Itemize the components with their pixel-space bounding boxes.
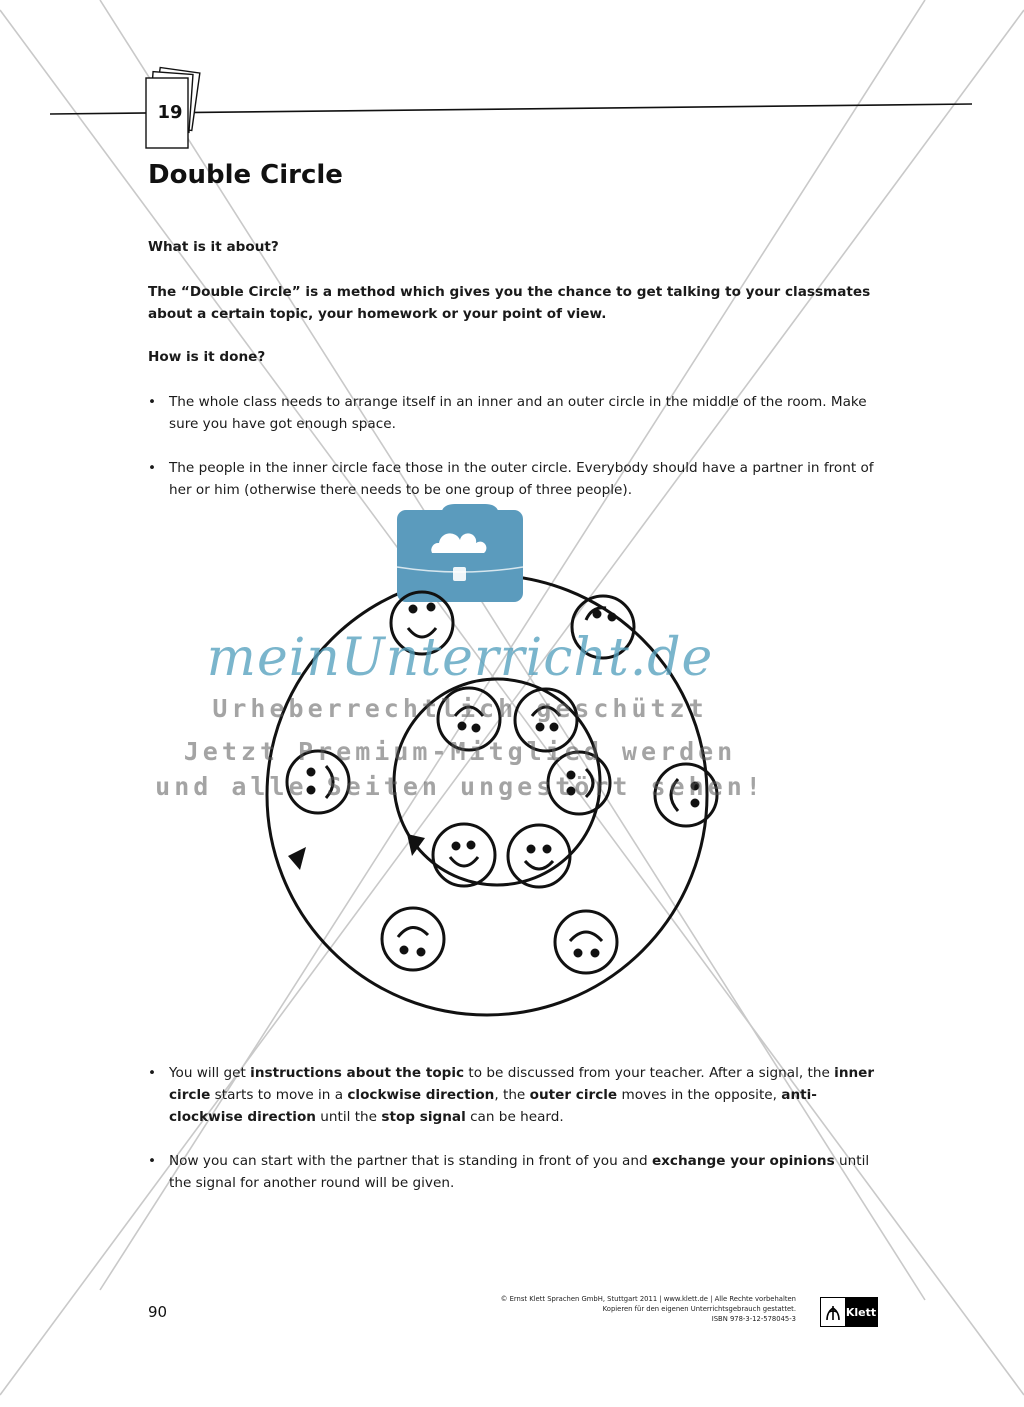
page-title: Double Circle [148,160,343,190]
bullet-dot: • [148,1065,157,1081]
watermark-logo: meinUnterricht.de [206,628,714,688]
chapter-number: 19 [157,102,183,123]
smiley-face-icon [382,908,444,970]
klett-tree-icon [821,1298,845,1326]
page-number: 90 [148,1303,168,1321]
watermark-line-3: und alle Seiten ungestört sehen! [155,772,765,801]
step-3-text: You will get instructions about the topic to be discussed from your teacher. After a signal, the inner circle starts to move in a clockwise direction, the outer circle moves in the opposite, anti-clockwise direction until the stop signal can be heard. [169,1065,875,1125]
bullet-dot: • [148,1153,157,1169]
smiley-face-icon [433,824,495,886]
question-how-is-it-done: How is it done? [148,349,266,365]
footer-isbn: ISBN 978-3-12-578045-3 [711,1315,796,1323]
step-4-text: Now you can start with the partner that is standing in front of you and exchange your opinions until the signal for another round will be given. [169,1153,870,1191]
step-1-text: The whole class needs to arrange itself in an inner and an outer circle in the middle of the room. Make sure you have got enough space. [169,394,867,432]
watermark-line-2: Jetzt Premium-Mitglied werden [183,737,737,766]
step-item-4 [148,1150,878,1194]
smiley-face-icon [555,911,617,973]
briefcase-icon [397,504,523,602]
bullet-dot: • [148,460,157,476]
step-2-text: The people in the inner circle face those in the outer circle. Everybody should have a partner in front of her or him (otherwise there needs to be one group of three people). [169,460,874,498]
question-what-is-it-about: What is it about? [148,239,279,255]
publisher-name: Klett [845,1298,877,1326]
publisher-logo [820,1297,878,1327]
step-item-3 [148,1062,878,1128]
outer-circle-arrow-icon [288,847,306,870]
footer-copyright: © Ernst Klett Sprachen GmbH, Stuttgart 2011 | www.klett.de | Alle Rechte vorbehalten [500,1295,796,1303]
bullet-dot: • [148,394,157,410]
watermark-line-1: Urheberrechtlich geschützt [212,694,708,723]
smiley-face-icon [508,825,570,887]
intro-paragraph: The “Double Circle” is a method which gives you the chance to get talking to your classmates about a certain topic, your homework or your point of view. [148,284,871,322]
footer-copy-note: Kopieren für den eigenen Unterrichtsgebrauch gestattet. [602,1305,796,1313]
